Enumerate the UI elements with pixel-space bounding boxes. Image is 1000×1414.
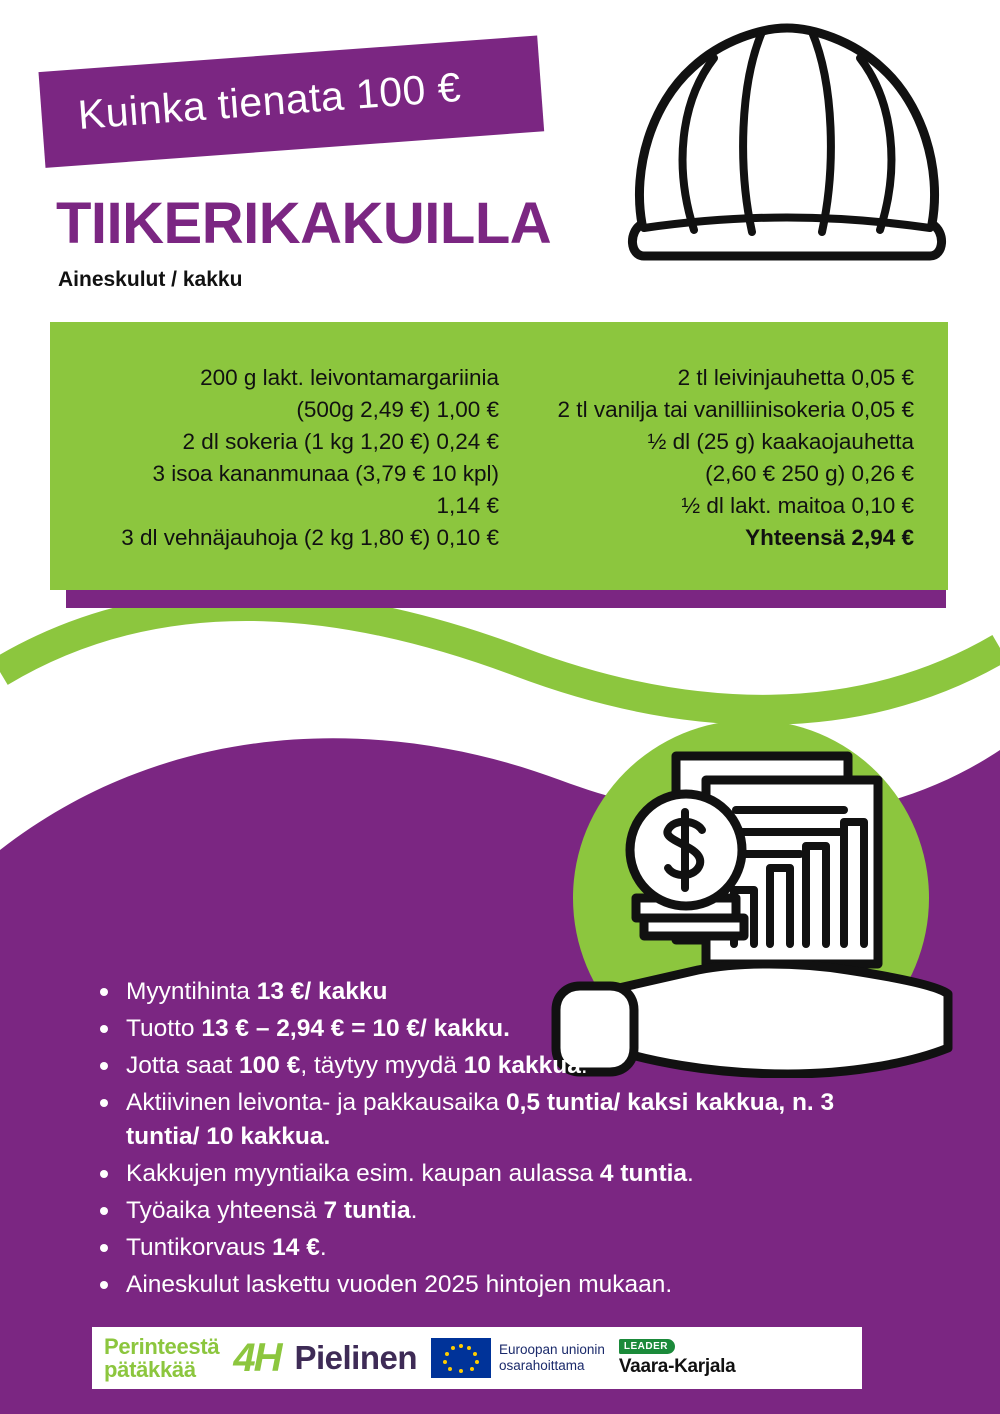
logo-eu (431, 1338, 605, 1378)
list-item (96, 975, 904, 1009)
list-item (96, 1194, 904, 1228)
eu-flag-icon (431, 1338, 491, 1378)
ingredients-total: Yhteensä 2,94 € (745, 525, 914, 550)
ingredient-line: (2,60 € 250 g) 0,26 € (705, 461, 914, 486)
list-item (96, 1268, 904, 1302)
list-item (96, 1157, 904, 1191)
list-item (96, 1012, 904, 1046)
ingredients-panel (50, 322, 948, 590)
ingredient-line: 3 isoa kananmunaa (3,79 € 10 kpl) (152, 461, 499, 486)
leader-region-name: Vaara-Karjala (618, 1355, 736, 1377)
subtitle: Aineskulut / kakku (58, 268, 243, 291)
ingredient-line: 2 tl leivinjauhetta 0,05 € (677, 365, 914, 390)
bullet-text-2: Jotta saat 100 €, täytyy myydä 10 kakkua. (126, 1052, 588, 1079)
ingredient-line: (500g 2,49 €) 1,00 € (296, 397, 499, 422)
cake-icon (622, 18, 952, 290)
kicker-text: Kuinka tienata 100 € (76, 63, 463, 138)
logo-leader (619, 1339, 736, 1378)
bullet-text-1: Tuotto 13 € – 2,94 € = 10 €/ kakku. (126, 1015, 510, 1042)
logo-perinteesta-line1: Perinteestä (104, 1334, 220, 1359)
ingredient-line: 2 dl sokeria (1 kg 1,20 €) 0,24 € (182, 429, 499, 454)
logo-perinteesta-patakkaa (104, 1335, 219, 1381)
ingredient-line: 200 g lakt. leivontamargariinia (200, 365, 499, 390)
bullet-text-0: Myyntihinta 13 €/ kakku (126, 978, 388, 1005)
ingredients-column-right (499, 362, 914, 556)
footer-logo-bar (92, 1327, 862, 1389)
eu-funding-text (499, 1342, 605, 1374)
bullet-text-4: Kakkujen myyntiaika esim. kaupan aulassa 4 tuntia. (126, 1160, 694, 1187)
logo-perinteesta-line2: pätäkkää (104, 1357, 196, 1382)
ingredient-line: 3 dl vehnäjauhoja (2 kg 1,80 €) 0,10 € (121, 525, 499, 550)
ingredient-line: 1,14 € (436, 493, 499, 518)
bullet-text-3: Aktiivinen leivonta- ja pakkausaika 0,5 tuntia/ kaksi kakkua, n. 3 tuntia/ 10 kakkua. (126, 1089, 835, 1150)
eu-text-line2: osarahoittama (499, 1358, 585, 1373)
bullet-text-7: Aineskulut laskettu vuoden 2025 hintojen mukaan. (126, 1271, 673, 1298)
logo-4h: 4H (233, 1335, 281, 1380)
bullet-text-6: Tuntikorvaus 14 €. (126, 1234, 327, 1261)
logo-pielinen: Pielinen (294, 1339, 418, 1376)
leader-tag: LEADER (619, 1339, 675, 1354)
list-item (96, 1086, 904, 1154)
list-item (96, 1049, 904, 1083)
ingredient-line: ½ dl lakt. maitoa 0,10 € (681, 493, 914, 518)
eu-text-line1: Euroopan unionin (499, 1342, 605, 1357)
bullet-list (64, 975, 904, 1305)
list-item (96, 1231, 904, 1265)
bullet-text-5: Työaika yhteensä 7 tuntia. (126, 1197, 418, 1224)
ingredient-line: 2 tl vanilja tai vanilliinisokeria 0,05 € (557, 397, 914, 422)
ingredients-column-left (84, 362, 499, 556)
page-title: TIIKERIKAKUILLA (56, 191, 552, 256)
ingredient-line: ½ dl (25 g) kaakaojauhetta (647, 429, 914, 454)
